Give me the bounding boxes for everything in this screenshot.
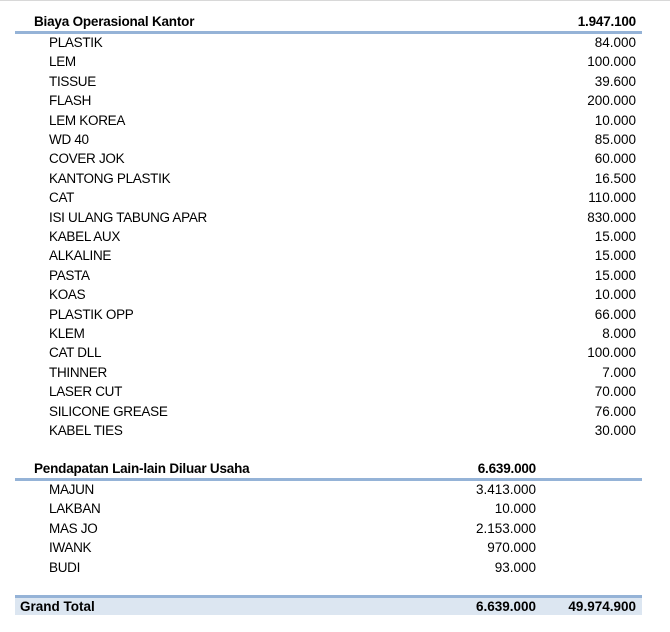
table-row xyxy=(15,519,642,538)
section-header-pendapatan xyxy=(15,459,642,478)
section-title: Pendapatan Lain-lain Diluar Usaha xyxy=(34,461,250,476)
item-label: LAKBAN xyxy=(49,501,101,517)
item-label: LEM KOREA xyxy=(49,112,126,128)
item-label: KANTONG PLASTIK xyxy=(49,170,171,186)
section-total: 6.639.000 xyxy=(477,461,536,476)
item-label: IWANK xyxy=(49,540,92,556)
table-row xyxy=(15,111,642,130)
item-value: 15.000 xyxy=(594,267,636,283)
table-row xyxy=(15,33,642,52)
table-row xyxy=(15,149,642,168)
item-value: 3.413.000 xyxy=(475,482,536,497)
item-value: 39.600 xyxy=(594,73,636,89)
table-row xyxy=(15,188,642,207)
item-label: MAJUN xyxy=(49,482,94,497)
table-row xyxy=(15,538,642,557)
item-label: KLEM xyxy=(49,326,85,341)
item-value: 830.000 xyxy=(587,209,636,225)
item-label: PASTA xyxy=(49,267,90,283)
item-label: THINNER xyxy=(49,364,107,380)
item-value: 100.000 xyxy=(587,345,636,361)
table-row xyxy=(15,324,642,343)
grand-total-row xyxy=(15,595,642,615)
item-label: PLASTIK xyxy=(49,35,103,50)
item-label: WD 40 xyxy=(49,132,89,147)
item-value: 66.000 xyxy=(594,306,636,322)
table-row xyxy=(15,72,642,91)
top-border xyxy=(0,0,670,1)
table-row xyxy=(15,480,642,499)
grand-total-col2: 49.974.900 xyxy=(568,599,636,614)
grand-total-col1: 6.639.000 xyxy=(475,599,536,614)
item-value: 100.000 xyxy=(587,54,636,70)
item-label: TISSUE xyxy=(49,73,96,89)
item-value: 7.000 xyxy=(602,364,636,380)
section-total: 1.947.100 xyxy=(577,14,636,29)
item-value: 60.000 xyxy=(594,151,636,167)
item-label: CAT xyxy=(49,190,75,206)
item-label: COVER JOK xyxy=(49,151,125,167)
grand-total-label: Grand Total xyxy=(20,599,95,614)
item-value: 200.000 xyxy=(587,93,636,109)
item-value: 16.500 xyxy=(594,170,636,186)
table-row xyxy=(15,91,642,110)
item-value: 10.000 xyxy=(594,112,636,128)
item-label: KABEL TIES xyxy=(49,423,123,438)
table-row xyxy=(15,227,642,246)
item-value: 110.000 xyxy=(588,190,636,206)
table-row xyxy=(15,305,642,324)
item-label: PLASTIK OPP xyxy=(49,306,134,322)
item-value: 30.000 xyxy=(594,423,636,438)
item-value: 10.000 xyxy=(594,287,636,303)
item-label: FLASH xyxy=(49,93,92,109)
item-value: 93.000 xyxy=(494,559,536,575)
table-row xyxy=(15,208,642,227)
table-row xyxy=(15,246,642,265)
table-row xyxy=(15,363,642,382)
item-value: 84.000 xyxy=(594,35,636,50)
table-row xyxy=(15,130,642,149)
section-header-biaya xyxy=(15,12,642,31)
table-row xyxy=(15,266,642,285)
table-row xyxy=(15,52,642,71)
item-label: CAT DLL xyxy=(49,345,102,361)
table-row xyxy=(15,285,642,304)
item-value: 8.000 xyxy=(602,326,636,341)
item-label: MAS JO xyxy=(49,520,98,536)
item-label: LASER CUT xyxy=(49,384,123,400)
item-label: KABEL AUX xyxy=(49,229,121,244)
table-row xyxy=(15,402,642,421)
item-value: 76.000 xyxy=(594,403,636,419)
table-row xyxy=(15,499,642,518)
table-row xyxy=(15,421,642,440)
item-value: 70.000 xyxy=(594,384,636,400)
item-value: 10.000 xyxy=(494,501,536,517)
item-label: BUDI xyxy=(49,559,81,575)
item-label: KOAS xyxy=(49,287,86,303)
item-value: 15.000 xyxy=(594,229,636,244)
section-title: Biaya Operasional Kantor xyxy=(34,14,195,29)
item-value: 15.000 xyxy=(594,248,636,264)
table-row xyxy=(15,343,642,362)
item-value: 970.000 xyxy=(487,540,536,556)
item-label: ALKALINE xyxy=(49,248,112,264)
item-value: 85.000 xyxy=(594,132,636,147)
item-label: ISI ULANG TABUNG APAR xyxy=(49,209,207,225)
item-label: LEM xyxy=(49,54,76,70)
table-row xyxy=(15,169,642,188)
table-row xyxy=(15,382,642,401)
item-value: 2.153.000 xyxy=(475,520,536,536)
item-label: SILICONE GREASE xyxy=(49,403,168,419)
table-row xyxy=(15,558,642,577)
